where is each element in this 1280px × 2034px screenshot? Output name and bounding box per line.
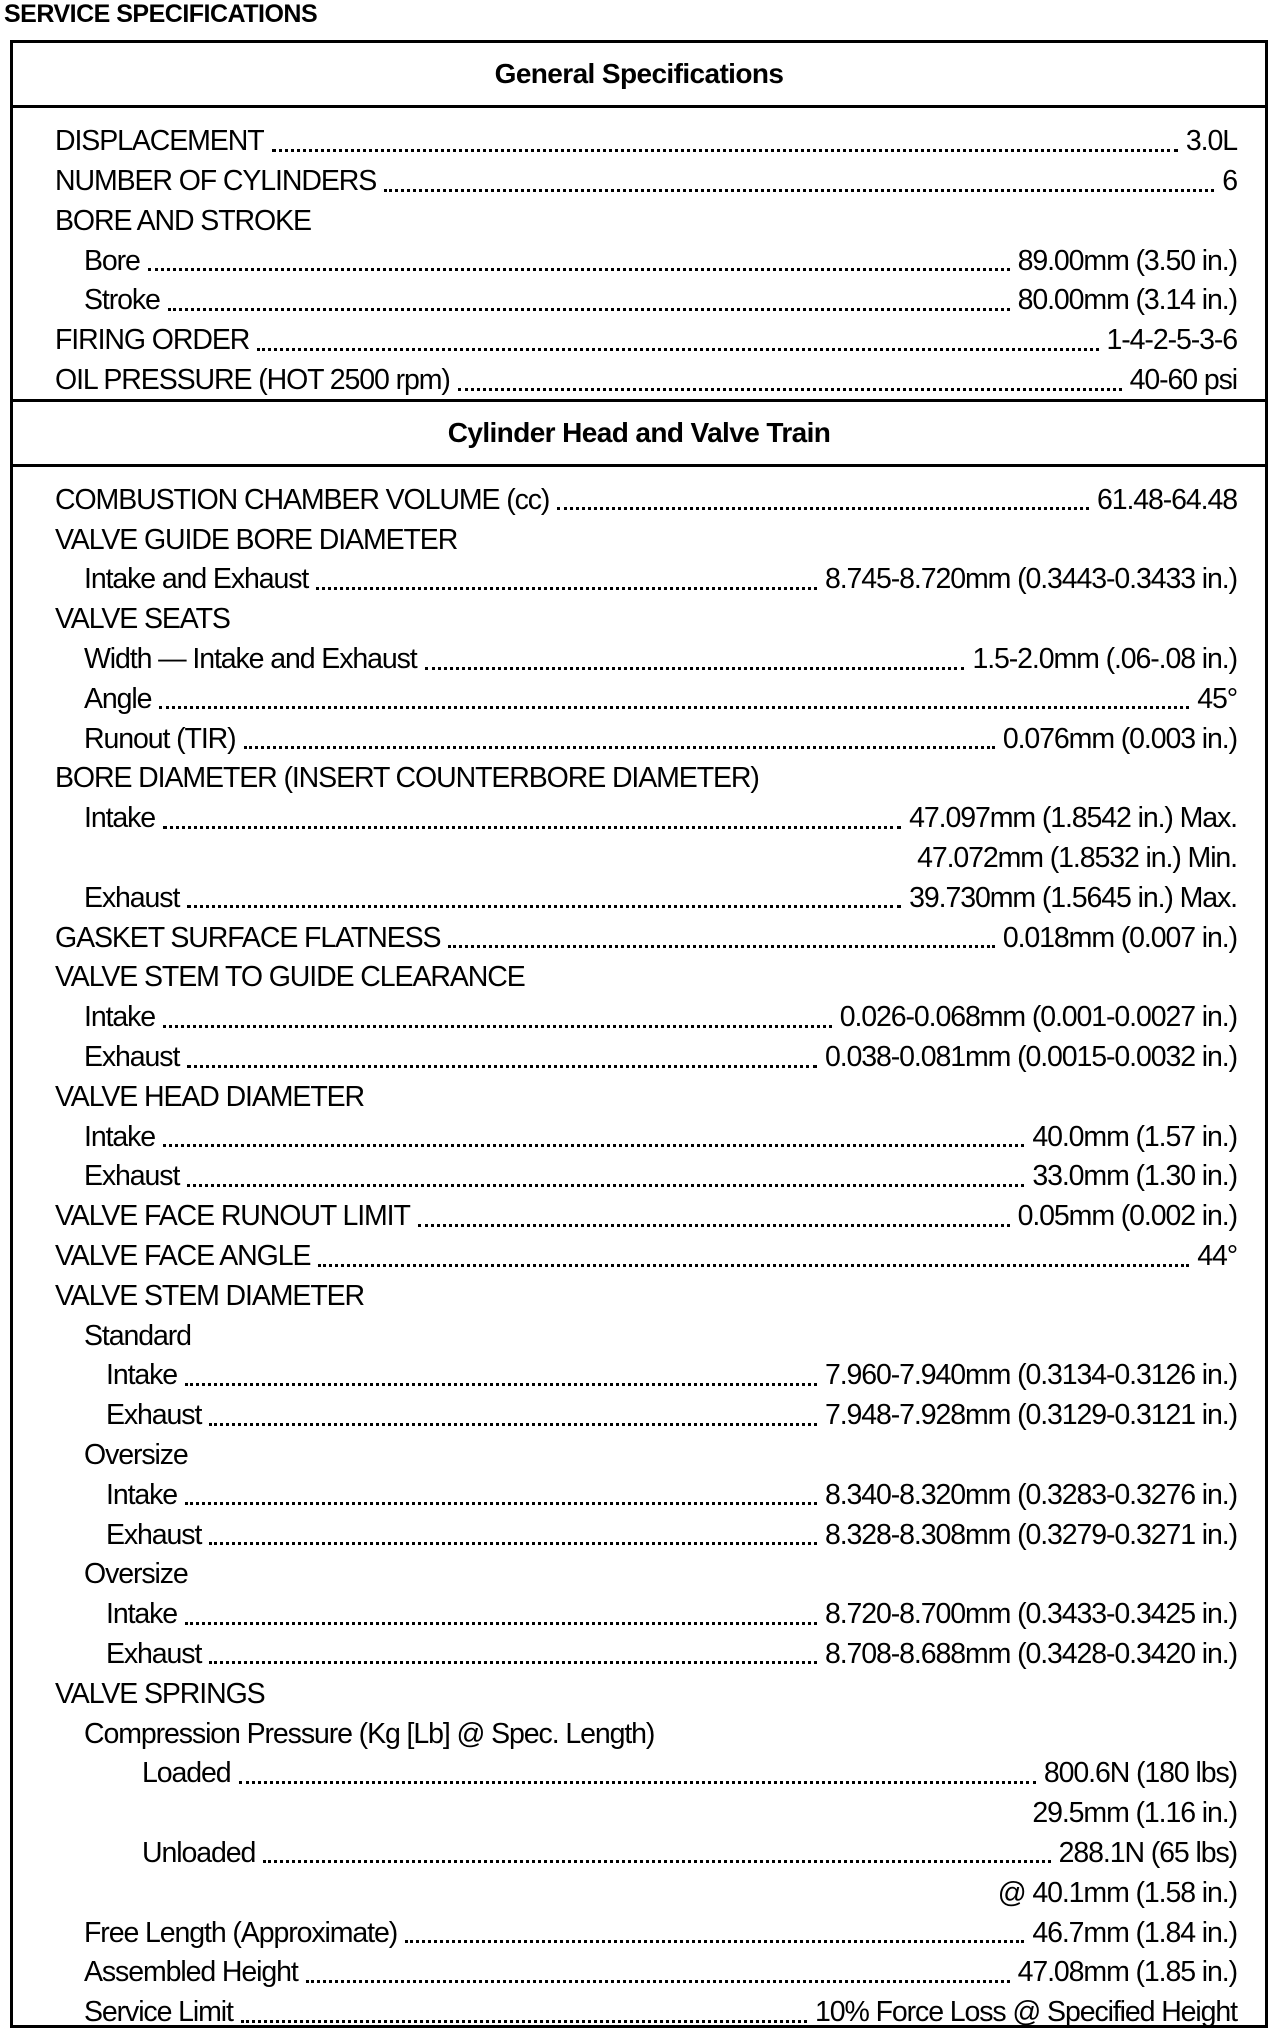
spec-label: Free Length (Approximate) [84,1916,398,1949]
dot-leader [244,725,995,753]
spec-label: GASKET SURFACE FLATNESS [55,921,441,954]
spec-value: 0.018mm (0.007 in.) [1002,921,1237,954]
spec-label: Exhaust [84,881,180,914]
spec-label: Standard [84,1319,191,1352]
dot-leader [163,1123,1024,1151]
spec-row [55,1231,1237,1271]
spec-value: 33.0mm (1.30 in.) [1032,1160,1237,1193]
spec-value: 800.6N (180 lbs) [1043,1757,1237,1790]
spec-label: NUMBER OF CYLINDERS [55,165,377,198]
spec-row [55,1191,1237,1231]
spec-row [55,1629,1237,1669]
spec-row [55,873,1237,913]
spec-label: Intake [106,1598,178,1631]
spec-value: 47.072mm (1.8532 in.) Min. [917,842,1237,875]
dot-leader [209,1640,817,1668]
spec-value: 61.48-64.48 [1096,483,1237,516]
spec-row [55,1668,1237,1708]
spec-value: 47.097mm (1.8542 in.) Max. [909,802,1237,835]
dot-leader [306,1959,1010,1987]
spec-label: VALVE SEATS [55,603,230,636]
dot-leader [209,1521,817,1549]
dot-leader [384,168,1214,196]
spec-row [55,1788,1237,1828]
spec-row [55,753,1237,793]
spec-label: Angle [84,682,152,715]
spec-value: 0.038-0.081mm (0.0015-0.0032 in.) [824,1041,1237,1074]
spec-row [55,713,1237,753]
spec-label: VALVE HEAD DIAMETER [55,1080,365,1113]
spec-label: BORE AND STROKE [55,204,311,237]
spec-label: VALVE FACE RUNOUT LIMIT [55,1200,410,1233]
spec-label: VALVE STEM TO GUIDE CLEARANCE [55,961,525,994]
dot-leader [148,247,1010,275]
spec-row [55,634,1237,674]
spec-row [55,1947,1237,1987]
spec-row [55,1509,1237,1549]
spec-label: Intake [84,1120,156,1153]
spec-label: VALVE SPRINGS [55,1677,265,1710]
section-header-cylinder-head: Cylinder Head and Valve Train [13,399,1265,467]
spec-value: 0.076mm (0.003 in.) [1002,722,1237,755]
spec-label: Oversize [84,1558,188,1591]
dot-leader [318,1243,1189,1271]
spec-row [55,674,1237,714]
spec-row [55,1111,1237,1151]
spec-label: Width — Intake and Exhaust [84,643,417,676]
spec-row [55,1470,1237,1510]
spec-label: Intake [84,1001,156,1034]
section-body-general [13,108,1265,399]
dot-leader [448,924,994,952]
spec-row [55,196,1237,236]
spec-value: 8.745-8.720mm (0.3443-0.3433 in.) [824,563,1237,596]
spec-label: Runout (TIR) [84,722,236,755]
spec-label: Exhaust [106,1399,202,1432]
spec-row [55,1987,1237,2027]
spec-row [55,355,1237,395]
spec-row [55,1708,1237,1748]
dot-leader [263,1839,1050,1867]
spec-label: VALVE GUIDE BORE DIAMETER [55,523,458,556]
specifications-table [10,40,1268,2028]
spec-value: 3.0L [1185,125,1237,158]
spec-value: 0.026-0.068mm (0.001-0.0027 in.) [839,1001,1237,1034]
spec-value: 46.7mm (1.84 in.) [1032,1916,1237,1949]
spec-row [55,1907,1237,1947]
spec-value: 47.08mm (1.85 in.) [1017,1956,1237,1989]
dot-leader [185,1362,817,1390]
dot-leader [185,1601,817,1629]
spec-value: 288.1N (65 lbs) [1058,1836,1237,1869]
spec-label: OIL PRESSURE (HOT 2500 rpm) [55,364,450,397]
dot-leader [185,1481,817,1509]
spec-row [55,1748,1237,1788]
spec-label: Bore [84,244,140,277]
spec-row [55,1589,1237,1629]
spec-value: 40.0mm (1.57 in.) [1032,1120,1237,1153]
spec-row [55,912,1237,952]
spec-label: Compression Pressure (Kg [Lb] @ Spec. Length) [84,1717,655,1750]
dot-leader [209,1402,817,1430]
spec-label: DISPLACEMENT [55,125,264,158]
section-body-cylinder-head [13,467,1265,2031]
spec-label: Intake [106,1478,178,1511]
spec-row [55,1828,1237,1868]
spec-row [55,275,1237,315]
spec-label: Exhaust [106,1518,202,1551]
spec-value: 89.00mm (3.50 in.) [1017,244,1237,277]
dot-leader [168,287,1010,315]
spec-value: 8.340-8.320mm (0.3283-0.3276 in.) [824,1478,1237,1511]
dot-leader [163,1004,832,1032]
dot-leader [187,1163,1024,1191]
dot-leader [187,1044,817,1072]
dot-leader [458,367,1122,395]
spec-value: 8.708-8.688mm (0.3428-0.3420 in.) [824,1637,1237,1670]
spec-label: BORE DIAMETER (INSERT COUNTERBORE DIAMETER) [55,762,759,795]
spec-value: 8.720-8.700mm (0.3433-0.3425 in.) [824,1598,1237,1631]
spec-label: Loaded [142,1757,231,1790]
spec-row [55,594,1237,634]
spec-value: 40-60 psi [1129,364,1237,397]
spec-label: FIRING ORDER [55,324,250,357]
spec-label: Exhaust [84,1160,180,1193]
spec-row [55,1390,1237,1430]
spec-label: Stroke [84,284,160,317]
dot-leader [241,1999,807,2027]
spec-row [55,315,1237,355]
spec-value: 80.00mm (3.14 in.) [1017,284,1237,317]
spec-value: 1.5-2.0mm (.06-.08 in.) [972,643,1237,676]
spec-value: 7.960-7.940mm (0.3134-0.3126 in.) [824,1359,1237,1392]
dot-leader [425,646,965,674]
spec-row [55,793,1237,833]
dot-leader [239,1760,1036,1788]
spec-value: 1-4-2-5-3-6 [1106,324,1237,357]
spec-value: 7.948-7.928mm (0.3129-0.3121 in.) [824,1399,1237,1432]
spec-row [55,833,1237,873]
spec-label: Intake [106,1359,178,1392]
spec-label: Oversize [84,1439,188,1471]
spec-value: 6 [1222,165,1237,198]
dot-leader [159,685,1189,713]
spec-row [55,1072,1237,1112]
dot-leader [557,486,1089,514]
section-header-general: General Specifications [13,43,1265,108]
spec-value: 8.328-8.308mm (0.3279-0.3271 in.) [824,1518,1237,1551]
spec-value: 10% Force Loss @ Specified Height [815,1996,1237,2029]
spec-row [55,1271,1237,1311]
dot-leader [272,128,1178,156]
dot-leader [316,566,817,594]
spec-label: Intake [84,802,156,835]
spec-label: Exhaust [106,1637,202,1670]
spec-row [55,475,1237,515]
dot-leader [405,1919,1024,1947]
spec-label: Assembled Height [84,1956,298,1989]
dot-leader [187,884,901,912]
spec-value: 29.5mm (1.16 in.) [1032,1797,1237,1830]
spec-value: 39.730mm (1.5645 in.) Max. [909,881,1237,914]
dot-leader [418,1203,1010,1231]
spec-row [55,235,1237,275]
dot-leader [163,805,901,833]
spec-label: VALVE STEM DIAMETER [55,1279,365,1312]
spec-row [55,1151,1237,1191]
spec-row [55,952,1237,992]
spec-row [55,992,1237,1032]
spec-label: Intake and Exhaust [84,563,309,596]
page-title: SERVICE SPECIFICATIONS [4,0,318,28]
dot-leader [257,327,1098,355]
spec-row [55,1867,1237,1907]
spec-label: Unloaded [142,1836,256,1869]
spec-row [55,116,1237,156]
spec-label: COMBUSTION CHAMBER VOLUME (cc) [55,483,550,516]
spec-label: Service Limit [84,1996,233,2029]
spec-row [55,554,1237,594]
spec-row [55,1310,1237,1350]
spec-row [55,1032,1237,1072]
spec-value: @ 40.1mm (1.58 in.) [997,1876,1237,1909]
spec-label: Exhaust [84,1041,180,1074]
spec-row [55,514,1237,554]
spec-row [55,156,1237,196]
spec-value: 44° [1197,1240,1237,1273]
spec-row [55,1350,1237,1390]
spec-row [55,1430,1237,1470]
spec-value: 0.05mm (0.002 in.) [1017,1200,1237,1233]
spec-label: VALVE FACE ANGLE [55,1240,311,1273]
spec-value: 45° [1197,682,1237,715]
spec-row [55,1549,1237,1589]
